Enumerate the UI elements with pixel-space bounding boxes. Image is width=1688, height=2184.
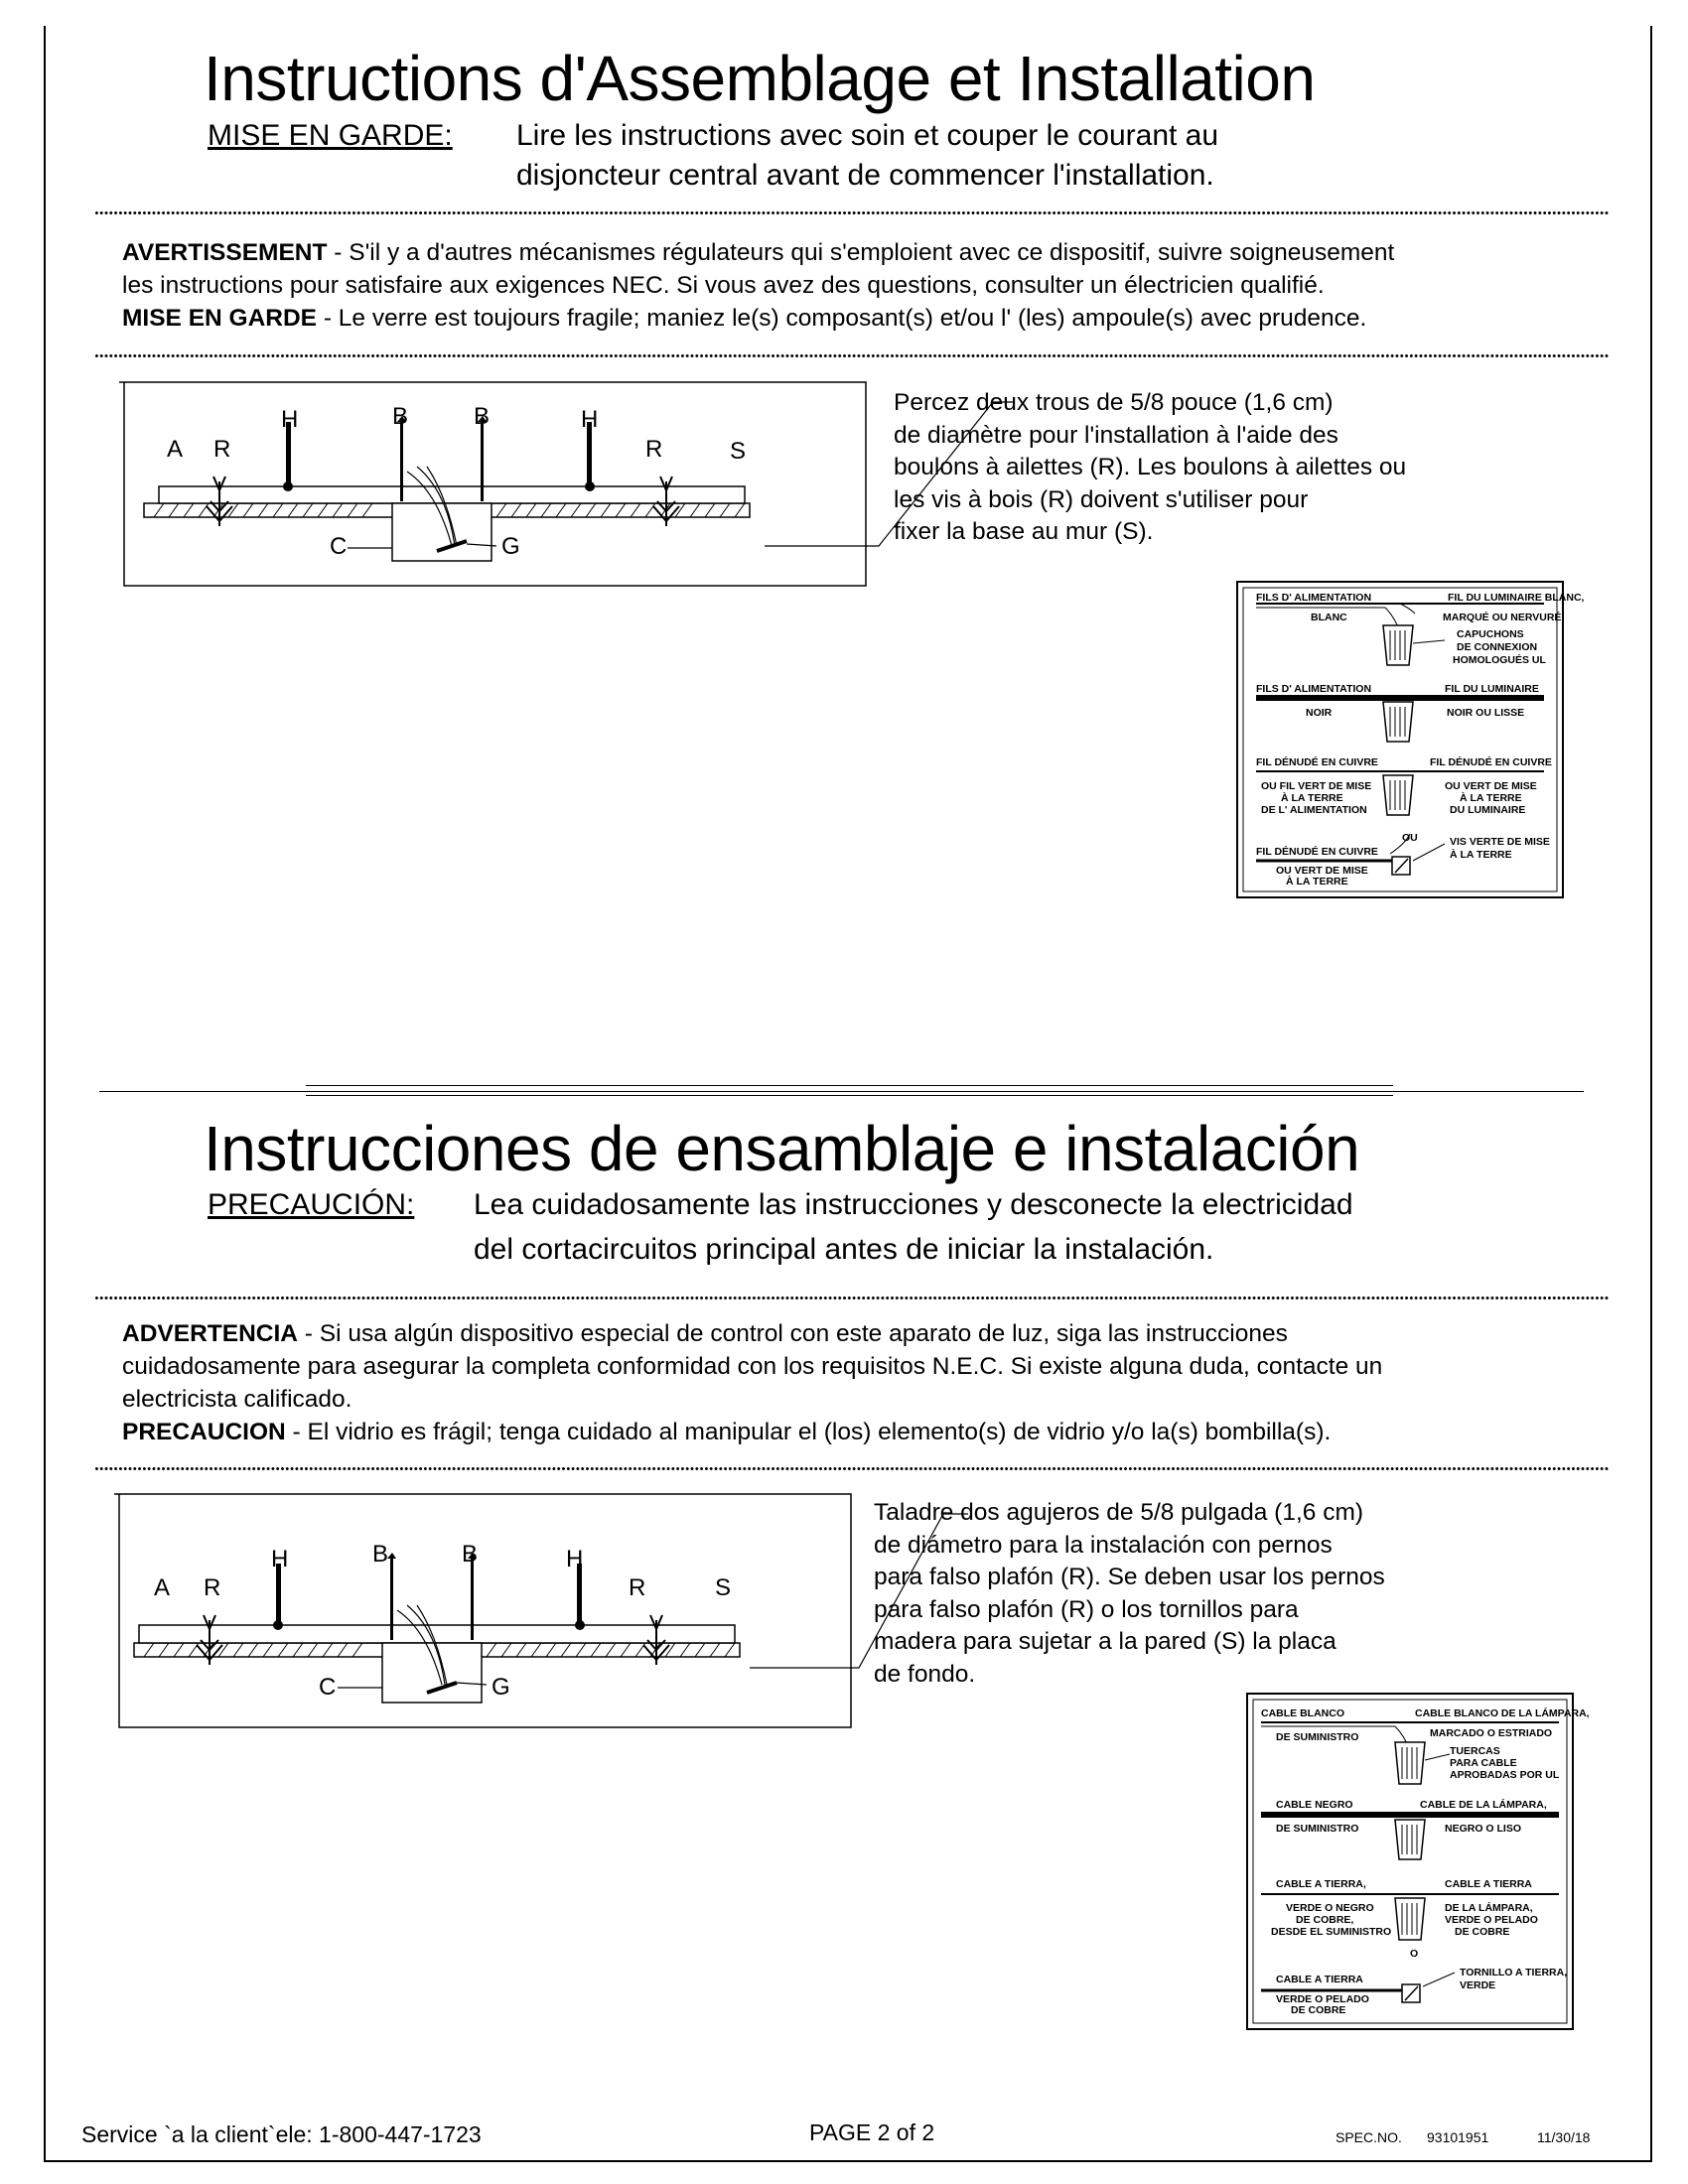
svg-text:VIS VERTE DE MISE: VIS VERTE DE MISE xyxy=(1450,836,1550,848)
svg-text:DU LUMINAIRE: DU LUMINAIRE xyxy=(1450,804,1526,816)
svg-text:FILS D' ALIMENTATION: FILS D' ALIMENTATION xyxy=(1256,683,1372,695)
asterisk-divider xyxy=(94,210,1609,215)
label-A: A xyxy=(167,436,184,463)
caution-line-es-2: del cortacircuitos principal antes de iniciar la instalación. xyxy=(474,1233,1214,1266)
svg-text:CABLE BLANCO: CABLE BLANCO xyxy=(1261,1707,1344,1719)
warning-es-line-2: cuidadosamente para asegurar la completa conformidad con los requisitos N.E.C. Si existe alguna duda, contacte un xyxy=(122,1353,1383,1380)
svg-text:DE LA LÁMPARA,: DE LA LÁMPARA, xyxy=(1445,1902,1533,1914)
label-B: B xyxy=(372,1541,389,1568)
label-R: R xyxy=(213,436,231,463)
svg-text:FIL DÉNUDÉ EN CUIVRE: FIL DÉNUDÉ EN CUIVRE xyxy=(1256,756,1378,768)
svg-text:CABLE A TIERRA,: CABLE A TIERRA, xyxy=(1276,1878,1366,1890)
label-H: H xyxy=(281,406,299,433)
section-divider xyxy=(306,1085,1393,1086)
svg-text:CABLE NEGRO: CABLE NEGRO xyxy=(1276,1799,1353,1811)
svg-text:À LA TERRE: À LA TERRE xyxy=(1450,849,1512,861)
svg-text:CABLE BLANCO DE LA LÁMPARA,: CABLE BLANCO DE LA LÁMPARA, xyxy=(1415,1707,1590,1719)
svg-text:FIL DU LUMINAIRE BLANC,: FIL DU LUMINAIRE BLANC, xyxy=(1448,592,1585,604)
svg-text:OU VERT DE MISE: OU VERT DE MISE xyxy=(1276,865,1368,877)
label-S: S xyxy=(715,1574,732,1601)
label-B: B xyxy=(462,1541,479,1568)
svg-text:DE L' ALIMENTATION: DE L' ALIMENTATION xyxy=(1261,804,1367,816)
caution-label-es: PRECAUCIÓN: xyxy=(208,1188,415,1221)
label-R: R xyxy=(204,1574,221,1601)
svg-text:NOIR OU LISSE: NOIR OU LISSE xyxy=(1447,707,1525,719)
asterisk-divider xyxy=(94,1466,1609,1471)
customer-service-phone: Service `a la client`ele: 1-800-447-1723 xyxy=(81,2121,482,2147)
svg-text:MARCADO O ESTRIADO: MARCADO O ESTRIADO xyxy=(1430,1727,1553,1739)
svg-text:HOMOLOGUÉS UL: HOMOLOGUÉS UL xyxy=(1453,654,1546,666)
warning-es-line-1: ADVERTENCIA - Si usa algún dispositivo especial de control con este aparato de luz, siga las instrucciones xyxy=(122,1320,1288,1347)
section-divider xyxy=(306,1095,1393,1096)
svg-text:DE COBRE,: DE COBRE, xyxy=(1296,1914,1354,1926)
svg-text:DE COBRE: DE COBRE xyxy=(1291,2004,1346,2016)
svg-text:NOIR: NOIR xyxy=(1306,707,1333,719)
svg-text:O: O xyxy=(1410,1948,1419,1960)
svg-text:TUERCAS: TUERCAS xyxy=(1450,1745,1500,1757)
svg-text:FIL DÉNUDÉ EN CUIVRE: FIL DÉNUDÉ EN CUIVRE xyxy=(1430,756,1552,768)
label-A: A xyxy=(154,1574,171,1601)
svg-text:OU: OU xyxy=(1402,832,1418,844)
svg-text:CAPUCHONS: CAPUCHONS xyxy=(1457,628,1524,640)
glass-warning-es: PRECAUCION - El vidrio es frágil; tenga cuidado al manipular el (los) elemento(s) de vidrio y/o la(s) bombilla(s). xyxy=(122,1419,1332,1445)
svg-text:À LA TERRE: À LA TERRE xyxy=(1281,792,1343,804)
asterisk-divider xyxy=(94,353,1609,358)
svg-text:OU FIL VERT DE MISE: OU FIL VERT DE MISE xyxy=(1261,780,1372,792)
page-border-bottom xyxy=(44,2160,1652,2162)
page-title-fr: Instructions d'Assemblage et Installation xyxy=(204,43,1316,114)
svg-text:TORNILLO A TIERRA,: TORNILLO A TIERRA, xyxy=(1460,1967,1568,1979)
document-date: 11/30/18 xyxy=(1537,2129,1591,2145)
svg-text:VERDE: VERDE xyxy=(1460,1979,1496,1991)
caution-label-fr: MISE EN GARDE: xyxy=(208,119,453,152)
warning-es-line-3: electricista calificado. xyxy=(122,1386,352,1413)
caution-line-fr-1: Lire les instructions avec soin et couper le courant au xyxy=(516,119,1219,152)
label-G: G xyxy=(501,533,520,560)
svg-text:DESDE EL SUMINISTRO: DESDE EL SUMINISTRO xyxy=(1271,1926,1392,1938)
label-H: H xyxy=(271,1546,289,1572)
callout-fr: Percez deux trous de 5/8 pouce (1,6 cm) de diamètre pour l'installation à l'aide des boulons à ailettes (R). Les boulons à ailettes ou les vis à bois (R) doivent s'utiliser pour fixer la base au mur (S). xyxy=(894,389,1407,545)
callout-es: Taladre dos agujeros de 5/8 pulgada (1,6 cm) de diámetro para la instalación con pernos para falso plafón (R). Se deben usar los pernos para falso plafón (R) o los tornillos para madera para sujetar a la pared (S) la placa de fondo. xyxy=(874,1499,1385,1688)
svg-text:CABLE DE LA LÁMPARA,: CABLE DE LA LÁMPARA, xyxy=(1420,1799,1547,1811)
svg-text:FIL DU LUMINAIRE: FIL DU LUMINAIRE xyxy=(1445,683,1539,695)
section-divider xyxy=(99,1091,1584,1092)
page-border-right xyxy=(1650,26,1652,2162)
wiring-diagram-fr xyxy=(1236,581,1585,898)
caution-line-es-1: Lea cuidadosamente las instrucciones y desconecte la electricidad xyxy=(474,1188,1353,1221)
svg-text:PARA CABLE: PARA CABLE xyxy=(1450,1757,1517,1769)
svg-text:MARQUÉ OU NERVURÉ: MARQUÉ OU NERVURÉ xyxy=(1443,612,1562,623)
label-G: G xyxy=(492,1674,510,1701)
svg-text:OU VERT DE MISE: OU VERT DE MISE xyxy=(1445,780,1537,792)
label-C: C xyxy=(330,533,348,560)
label-B: B xyxy=(392,403,409,430)
svg-text:DE COBRE: DE COBRE xyxy=(1455,1926,1510,1938)
page-title-es: Instrucciones de ensamblaje e instalación xyxy=(204,1113,1360,1184)
page-number: PAGE 2 of 2 xyxy=(809,2119,935,2145)
glass-warning-fr: MISE EN GARDE - Le verre est toujours fragile; maniez le(s) composant(s) et/ou l' (les) ampoule(s) avec prudence. xyxy=(122,305,1367,332)
spec-label: SPEC.NO. xyxy=(1336,2129,1402,2145)
svg-text:DE SUMINISTRO: DE SUMINISTRO xyxy=(1276,1823,1359,1835)
label-S: S xyxy=(730,438,747,465)
spec-number: 93101951 xyxy=(1427,2129,1489,2145)
wiring-diagram-es xyxy=(1246,1693,1590,2030)
svg-text:FILS D' ALIMENTATION: FILS D' ALIMENTATION xyxy=(1256,592,1372,604)
warning-fr-line-1: AVERTISSEMENT - S'il y a d'autres mécanismes régulateurs qui s'emploient avec ce dispositif, suivre soigneusement xyxy=(122,239,1395,266)
svg-text:DE CONNEXION: DE CONNEXION xyxy=(1457,641,1538,653)
caution-line-fr-2: disjoncteur central avant de commencer l'installation. xyxy=(516,159,1214,192)
svg-text:À LA TERRE: À LA TERRE xyxy=(1460,792,1522,804)
label-B: B xyxy=(474,403,491,430)
label-H: H xyxy=(581,406,599,433)
svg-text:APROBADAS POR UL: APROBADAS POR UL xyxy=(1450,1769,1560,1781)
svg-text:FIL DÉNUDÉ EN CUIVRE: FIL DÉNUDÉ EN CUIVRE xyxy=(1256,846,1378,858)
svg-text:CABLE A TIERRA: CABLE A TIERRA xyxy=(1445,1878,1532,1890)
asterisk-divider xyxy=(94,1296,1609,1300)
svg-text:CABLE A TIERRA: CABLE A TIERRA xyxy=(1276,1974,1363,1985)
warning-fr-line-2: les instructions pour satisfaire aux exigences NEC. Si vous avez des questions, consulter un électricien qualifié. xyxy=(122,272,1325,299)
svg-text:VERDE O PELADO: VERDE O PELADO xyxy=(1445,1914,1538,1926)
svg-text:BLANC: BLANC xyxy=(1311,612,1347,623)
label-H: H xyxy=(566,1546,584,1572)
label-R: R xyxy=(645,436,663,463)
svg-text:NEGRO O LISO: NEGRO O LISO xyxy=(1445,1823,1522,1835)
label-C: C xyxy=(319,1674,337,1701)
svg-text:VERDE O NEGRO: VERDE O NEGRO xyxy=(1286,1902,1374,1914)
label-R: R xyxy=(629,1574,646,1601)
svg-text:À LA TERRE: À LA TERRE xyxy=(1286,876,1348,887)
page-border-left xyxy=(44,26,46,2162)
svg-text:VERDE O PELADO: VERDE O PELADO xyxy=(1276,1993,1369,2005)
svg-text:DE SUMINISTRO: DE SUMINISTRO xyxy=(1276,1731,1359,1743)
